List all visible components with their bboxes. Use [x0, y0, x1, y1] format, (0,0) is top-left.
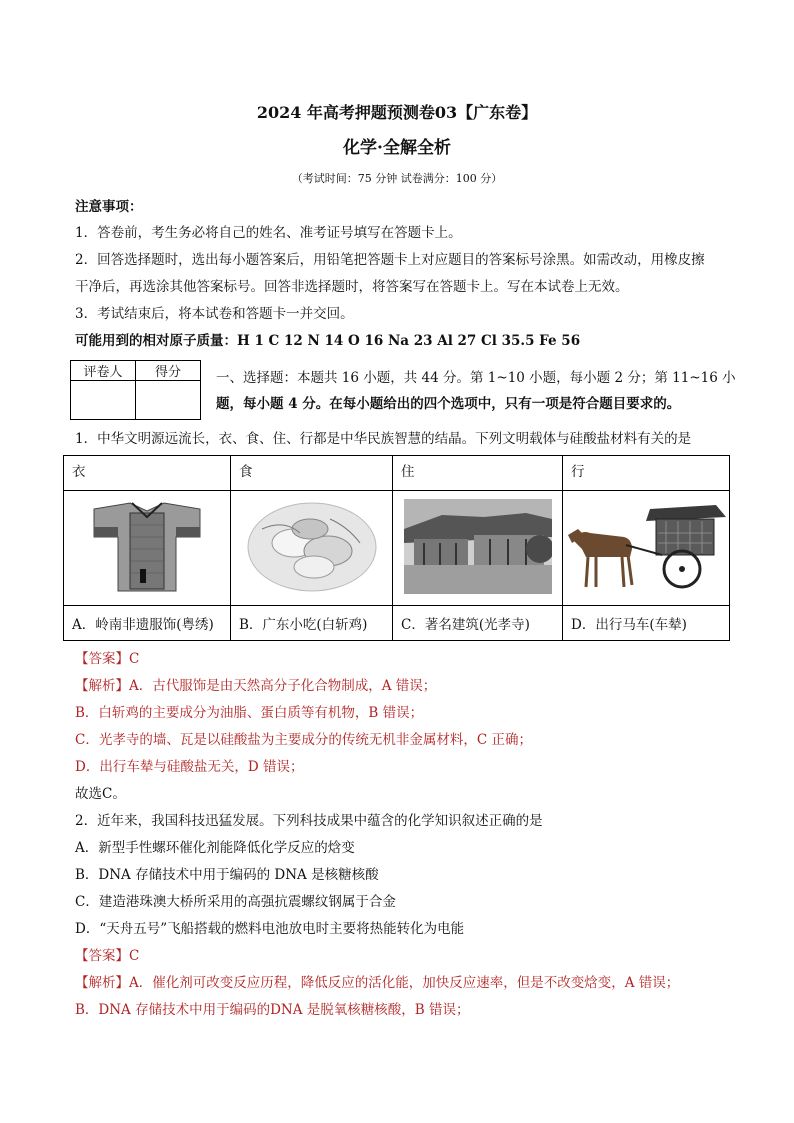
q2-analysis-line: 【解析】A．催化剂可改变反应历程，降低反应的活化能，加快反应速率，但是不改变焓变，A 错误； [75, 975, 680, 991]
q1-analysis-line: B．白斩鸡的主要成分为油脂、蛋白质等有机物，B 错误； [75, 705, 424, 721]
header-clothing: 衣 [64, 456, 231, 491]
carriage-image [563, 491, 730, 606]
notice-item: 2．回答选择题时，选出每小题答案后，用铅笔把答题卡上对应题目的答案标号涂黑。如需改动，用橡皮擦 [75, 252, 705, 268]
culture-table [63, 455, 730, 641]
notice-item: 3．考试结束后，将本试卷和答题卡一并交回。 [75, 306, 354, 322]
option-a: A．岭南非遗服饰(粤绣) [64, 606, 231, 641]
temple-image [393, 491, 563, 606]
q1-analysis-line: D．出行车辇与硅酸盐无关，D 错误； [75, 759, 304, 775]
document-subtitle: 化学·全解全析 [343, 138, 451, 158]
option-c: C．著名建筑(光孝寺) [393, 606, 563, 641]
score-cell [136, 381, 201, 420]
q1-answer: 【答案】C [75, 651, 140, 667]
header-travel: 行 [563, 456, 730, 491]
q2-answer: 【答案】C [75, 948, 140, 964]
reviewer-cell [71, 381, 136, 420]
score-box [70, 360, 201, 420]
notice-heading: 注意事项： [75, 199, 143, 215]
exam-info: （考试时间：75 分钟 试卷满分：100 分） [291, 172, 503, 185]
section-heading-line2: 题，每小题 4 分。在每小题给出的四个选项中，只有一项是符合题目要求的。 [216, 396, 681, 412]
q2-option: A．新型手性螺环催化剂能降低化学反应的焓变 [75, 840, 355, 856]
document-title: 2024 年高考押题预测卷03【广东卷】 [256, 103, 538, 122]
q2-option: D．“天舟五号”飞船搭载的燃料电池放电时主要将热能转化为电能 [75, 921, 465, 937]
notice-item: 1．答卷前，考生务必将自己的姓名、准考证号填写在答题卡上。 [75, 225, 462, 241]
question-2-stem: 2．近年来，我国科技迅猛发展。下列科技成果中蕴含的化学知识叙述正确的是 [75, 813, 543, 829]
score-label: 得分 [136, 361, 201, 381]
q2-option: B．DNA 存储技术中用于编码的 DNA 是核糖核酸 [75, 867, 379, 883]
reviewer-label: 评卷人 [71, 361, 136, 381]
q1-analysis-line: 【解析】A．古代服饰是由天然高分子化合物制成，A 错误； [75, 678, 437, 694]
section-heading-line1: 一、选择题：本题共 16 小题，共 44 分。第 1~10 小题，每小题 2 分；第 11~16 小 [216, 370, 736, 386]
option-d: D．出行马车(车辇) [563, 606, 730, 641]
q2-analysis-line: B．DNA 存储技术中用于编码的DNA 是脱氧核糖核酸，B 错误； [75, 1002, 470, 1018]
chicken-image [231, 491, 393, 606]
option-b: B．广东小吃(白斩鸡) [231, 606, 393, 641]
q1-conclusion: 故选C。 [75, 786, 126, 802]
robe-image [64, 491, 231, 606]
header-food: 食 [231, 456, 393, 491]
header-housing: 住 [393, 456, 563, 491]
question-1-stem: 1．中华文明源远流长，衣、食、住、行都是中华民族智慧的结晶。下列文明载体与硅酸盐材料有关的是 [75, 431, 692, 447]
atomic-mass: 可能用到的相对原子质量：H 1 C 12 N 14 O 16 Na 23 Al 27 Cl 35.5 Fe 56 [75, 333, 581, 349]
q1-analysis-line: C．光孝寺的墙、瓦是以硅酸盐为主要成分的传统无机非金属材料，C 正确； [75, 732, 532, 748]
q2-option: C．建造港珠澳大桥所采用的高强抗震螺纹钢属于合金 [75, 894, 396, 910]
notice-item: 干净后，再选涂其他答案标号。回答非选择题时，将答案写在答题卡上。写在本试卷上无效。 [75, 279, 629, 295]
